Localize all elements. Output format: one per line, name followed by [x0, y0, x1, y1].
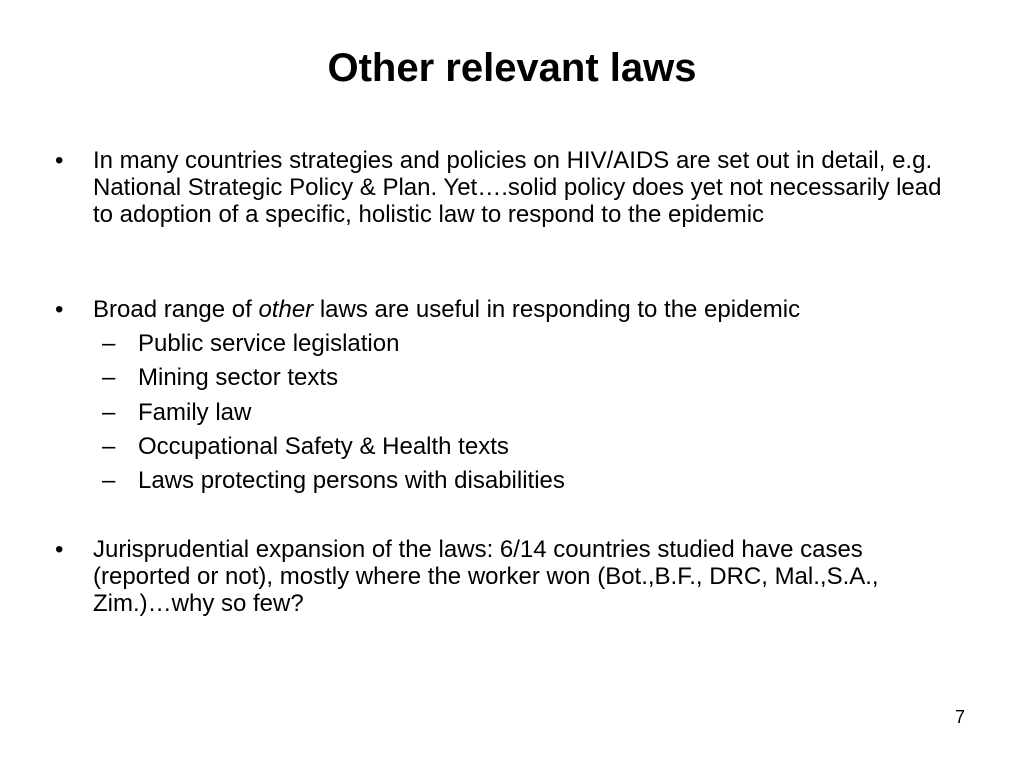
bullet-text: In many countries strategies and policies on HIV/AIDS are set out in detail, e.g. National Strategic Policy & Plan. Yet….solid policy does yet not necessarily lead to adoption of a specific, holistic law to respond to the epidemic [93, 147, 942, 228]
bullet-item-other-laws [55, 296, 960, 501]
bullet-text-emphasis: other [258, 296, 314, 323]
dash-marker: – [102, 330, 116, 357]
sub-item-occupational-safety [102, 433, 960, 467]
bullet-item-policies [55, 147, 960, 228]
sub-item-family-law [102, 399, 960, 433]
sub-item-text: Occupational Safety & Health texts [138, 432, 509, 460]
bullet-marker: • [55, 296, 64, 323]
bullet-text [93, 296, 960, 323]
dash-marker: – [102, 398, 116, 426]
slide-title: Other relevant laws [327, 46, 697, 90]
sub-item-mining [102, 364, 960, 398]
sub-item-disabilities [102, 467, 960, 501]
bullet-text: Jurisprudential expansion of the laws: 6/14 countries studied have cases (reported or not), mostly where the worker won (Bot.,B.F., DRC, Mal.,S.A., Zim.)…why so few? [93, 536, 879, 617]
sub-item-text: Laws protecting persons with disabilities [138, 467, 565, 494]
sub-list [55, 330, 960, 501]
bullet-marker: • [55, 147, 64, 174]
sub-item-text: Family law [138, 398, 252, 426]
bullet-text-end: laws are useful in responding to the epidemic [313, 296, 801, 323]
bullet-item-jurisprudence [55, 536, 960, 617]
page-number: 7 [954, 707, 965, 727]
bullet-marker: • [55, 536, 64, 563]
bullet-text-start: Broad range of [93, 296, 259, 323]
sub-item-text: Public service legislation [138, 330, 400, 357]
dash-marker: – [102, 364, 116, 392]
dash-marker: – [102, 467, 116, 494]
sub-item-text: Mining sector texts [138, 364, 339, 392]
dash-marker: – [102, 432, 116, 460]
sub-item-public-service [102, 330, 960, 364]
